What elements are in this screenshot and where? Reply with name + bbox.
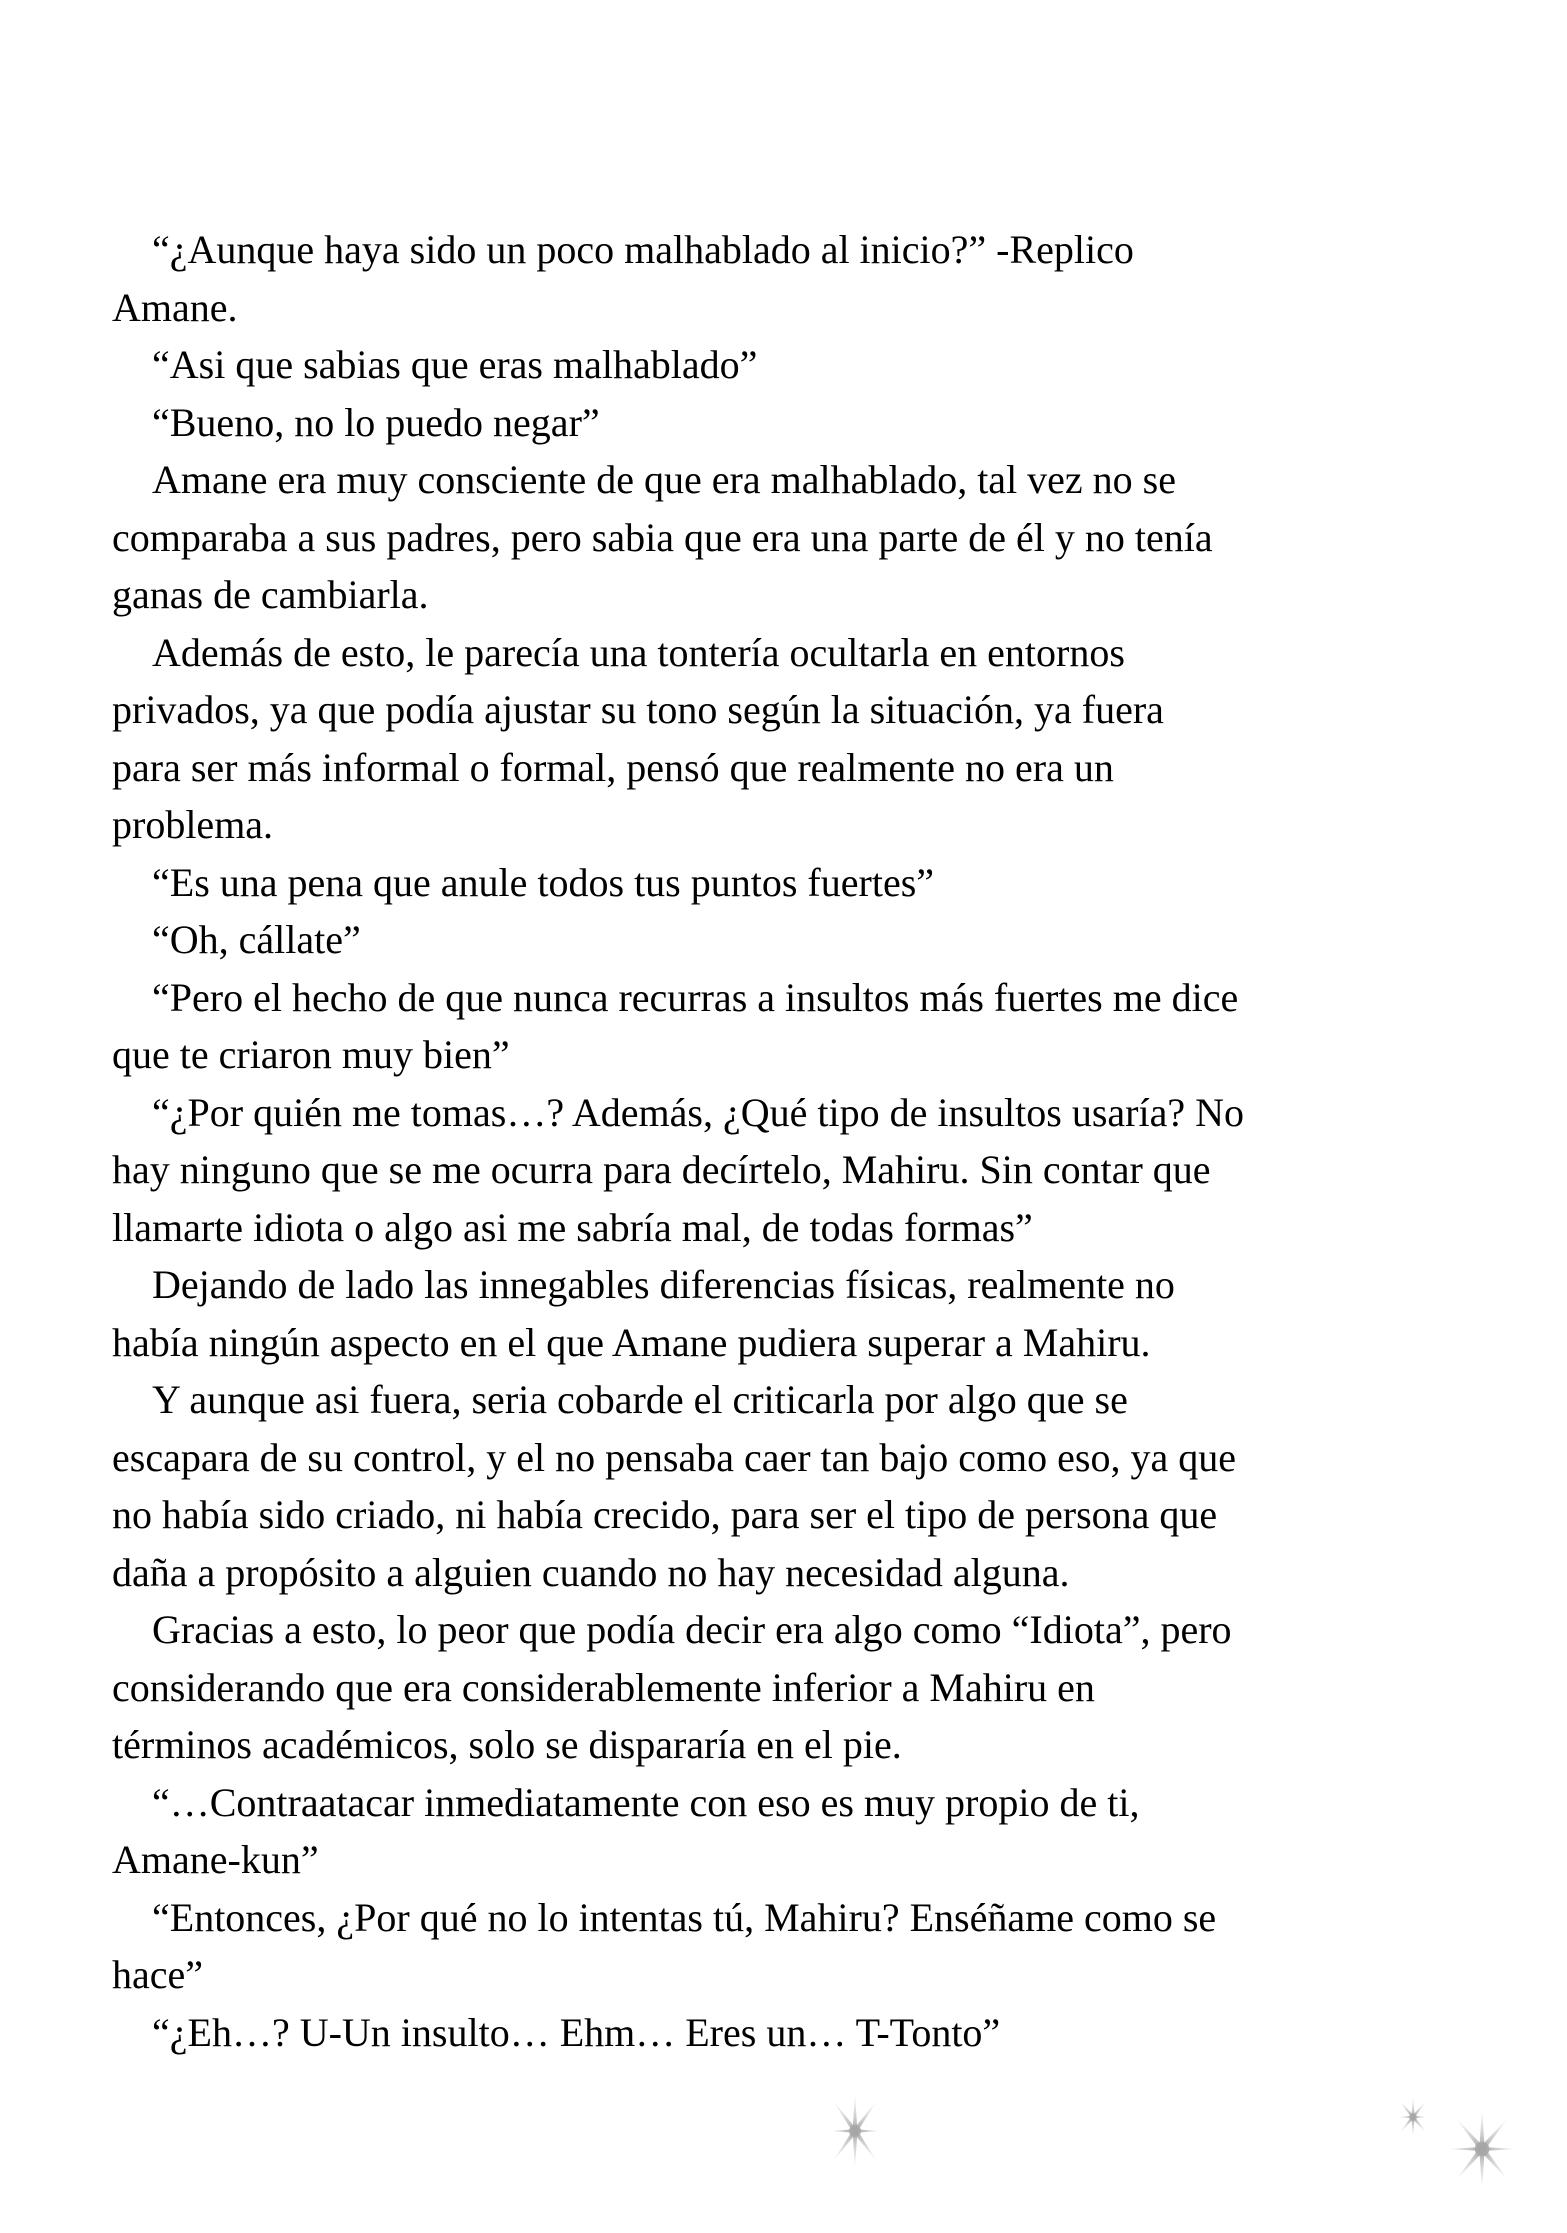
text-line: escapara de su control, y el no pensaba caer tan bajo como eso, ya que	[112, 1434, 1236, 1480]
text-line: hay ninguno que se me ocurra para decírtelo, Mahiru. Sin contar que	[112, 1147, 1211, 1192]
paragraph	[112, 969, 1482, 1084]
text-line: para ser más informal o formal, pensó que realmente no era un	[112, 744, 1114, 790]
text-line: “Pero el hecho de que nunca recurras a insultos más fuertes me dice	[152, 974, 1239, 1020]
paragraph	[112, 221, 1482, 336]
text-line: ganas de cambiarla.	[112, 572, 429, 617]
text-line: no había sido criado, ni había crecido, para ser el tipo de persona que	[112, 1492, 1218, 1537]
text-line: Amane-kun”	[112, 1837, 319, 1882]
paragraph	[112, 624, 1482, 854]
paragraph	[112, 1084, 1482, 1257]
text-line: hace”	[112, 1952, 204, 1997]
text-line: “Es una pena que anule todos tus puntos fuertes”	[152, 859, 935, 905]
text-line: considerando que era considerablemente inferior a Mahiru en	[112, 1664, 1095, 1710]
text-line: comparaba a sus padres, pero sabia que era una parte de él y no tenía	[112, 514, 1213, 560]
text-line: “Oh, cállate”	[152, 917, 361, 962]
text-line: privados, ya que podía ajustar su tono según la situación, ya fuera	[112, 687, 1164, 732]
text-line: Gracias a esto, lo peor que podía decir era algo como “Idiota”, pero	[152, 1607, 1232, 1652]
text-line: Y aunque asi fuera, seria cobarde el criticarla por algo que se	[152, 1377, 1128, 1422]
text-line: “¿Eh…? U-Un insulto… Ehm… Eres un… T-Tonto”	[152, 2009, 1001, 2055]
text-line: había ningún aspecto en el que Amane pudiera superar a Mahiru.	[112, 1319, 1151, 1365]
text-line: Dejando de lado las innegables diferencias físicas, realmente no	[152, 1262, 1175, 1307]
text-line: “Entonces, ¿Por qué no lo intentas tú, Mahiru? Enséñame como se	[152, 1894, 1217, 1940]
text-line: Además de esto, le parecía una tontería ocultarla en entornos	[152, 629, 1125, 675]
paragraph	[112, 1256, 1482, 1371]
text-line: problema.	[112, 802, 274, 847]
sparkle-icon	[817, 2093, 893, 2169]
paragraph	[112, 336, 1482, 394]
text-line: daña a propósito a alguien cuando no hay necesidad alguna.	[112, 1549, 1070, 1595]
paragraph	[112, 1601, 1482, 1774]
text-line: “Bueno, no lo puedo negar”	[152, 399, 600, 445]
paragraph	[112, 451, 1482, 624]
paragraph	[112, 1774, 1482, 1889]
text-line: “Asi que sabias que eras malhablado”	[152, 342, 758, 387]
text-line: Amane.	[112, 284, 238, 330]
text-line: llamarte idiota o algo asi me sabría mal, de todas formas”	[112, 1204, 1033, 1250]
paragraph	[112, 911, 1482, 969]
sparkle-icon	[1392, 2096, 1434, 2138]
text-line: “¿Por quién me tomas…? Además, ¿Qué tipo de insultos usaría? No	[152, 1089, 1244, 1135]
text-line: “…Contraatacar inmediatamente con eso es muy propio de ti,	[152, 1779, 1140, 1825]
text-line: que te criaron muy bien”	[112, 1032, 510, 1077]
text-line: “¿Aunque haya sido un poco malhablado al inicio?” -Replico	[152, 227, 1134, 272]
paragraph	[112, 1889, 1482, 2004]
body-text	[112, 221, 1482, 2061]
text-line: Amane era muy consciente de que era malhablado, tal vez no se	[152, 457, 1177, 502]
paragraph	[112, 1371, 1482, 1601]
paragraph	[112, 2004, 1482, 2062]
paragraph	[112, 394, 1482, 452]
paragraph	[112, 854, 1482, 912]
sparkle-icon	[1441, 2108, 1523, 2190]
text-line: términos académicos, solo se dispararía en el pie.	[112, 1722, 902, 1767]
